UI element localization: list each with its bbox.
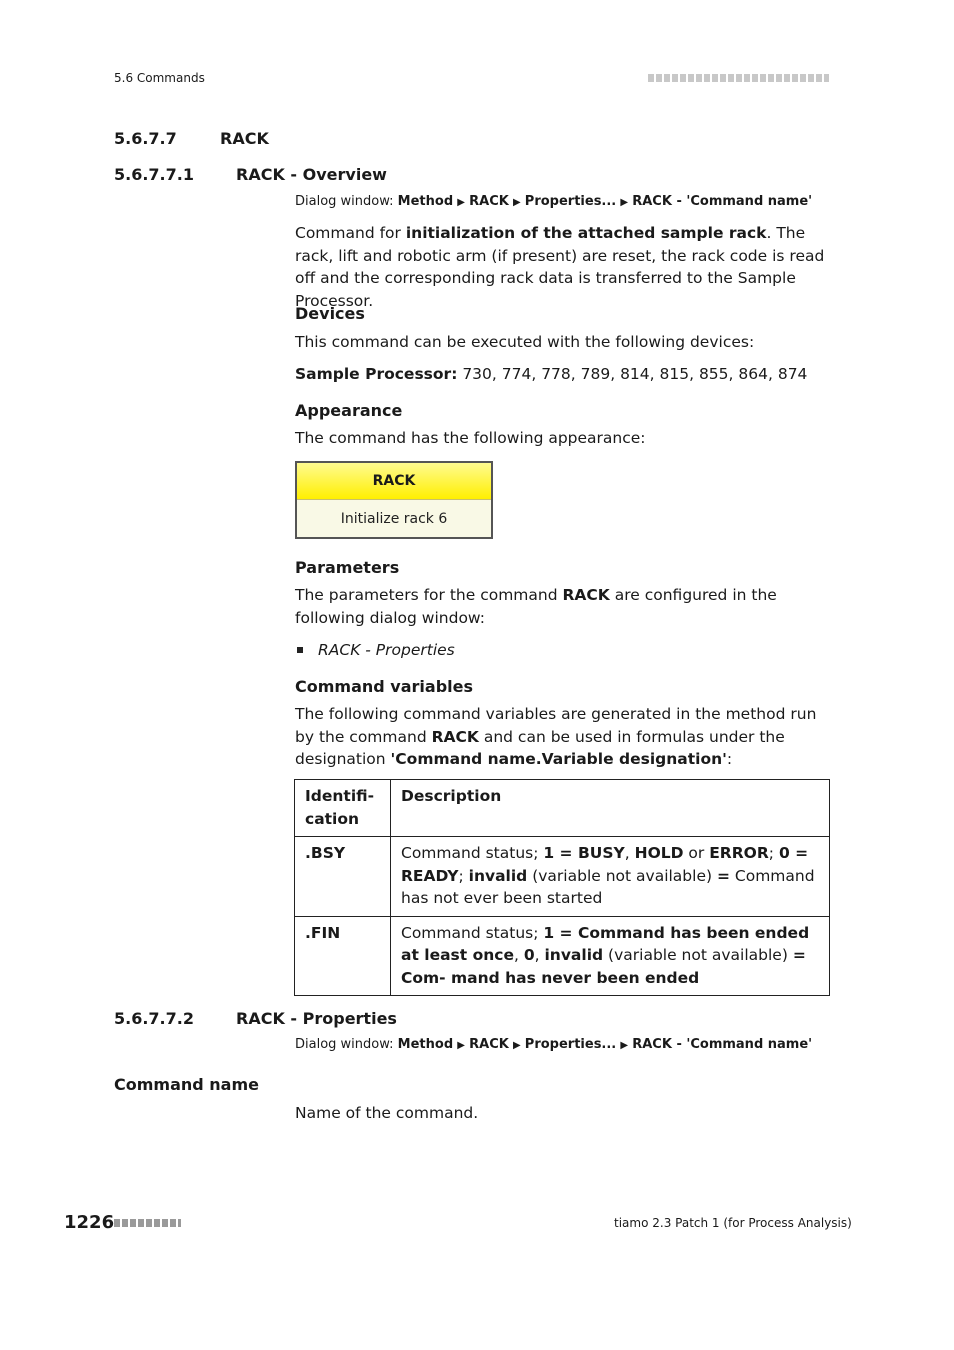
subsection-number: 5.6.7.7.2	[114, 1009, 194, 1028]
dialog-path-2	[295, 1037, 812, 1052]
desc-bold: 0	[523, 946, 535, 964]
subsection-number: 5.6.7.7.1	[114, 165, 194, 184]
separator-arrow-icon: ▶	[457, 197, 465, 208]
cmdvars-text-3: :	[726, 750, 733, 768]
command-name-field-heading: Command name	[114, 1075, 259, 1094]
desc-text: (variable not available)	[527, 866, 717, 885]
table-header-row	[295, 780, 830, 837]
devices-list	[295, 363, 835, 386]
appearance-text: The command has the following appearance:	[295, 429, 646, 447]
desc-text: Command status;	[401, 844, 544, 862]
dialog-path-1	[295, 194, 812, 209]
devices-heading: Devices	[295, 304, 365, 323]
desc-bold: invalid	[544, 946, 604, 964]
separator-arrow-icon: ▶	[512, 1040, 521, 1051]
separator-arrow-icon: ▶	[620, 1040, 629, 1051]
command-box-title: RACK	[297, 463, 491, 500]
desc-text: ,	[513, 946, 524, 964]
command-variables-table	[294, 779, 830, 996]
desc-text: Command has not ever been started	[401, 866, 815, 907]
separator-arrow-icon: ▶	[620, 197, 629, 208]
desc-text: ;	[458, 866, 469, 885]
command-variables-heading: Command variables	[295, 677, 473, 696]
intro-text-1: Command for	[295, 224, 406, 242]
command-variables-text	[295, 703, 835, 771]
table-cell-description	[391, 916, 830, 996]
parameters-text-1: The parameters for the command	[295, 586, 563, 604]
dialog-path-properties: Properties...	[524, 1037, 617, 1052]
footer-product: tiamo 2.3 Patch 1 (for Process Analysis)	[614, 1216, 852, 1230]
subsection-title: RACK - Overview	[236, 165, 387, 184]
bullet-square-icon	[297, 647, 303, 653]
desc-text: ,	[534, 946, 545, 964]
command-appearance-box	[295, 461, 493, 539]
parameters-bullet-link: RACK - Properties	[318, 641, 455, 659]
running-header-section: 5.6 Commands	[114, 71, 205, 85]
dialog-path-method: Method	[397, 1037, 454, 1052]
table-row	[295, 916, 830, 996]
desc-bold: 1 = BUSY	[543, 844, 625, 862]
desc-text: Command status;	[401, 923, 544, 942]
parameters-heading: Parameters	[295, 558, 400, 577]
dialog-path-method: Method	[397, 194, 454, 209]
footer-decoration	[114, 1219, 181, 1227]
cmdvars-text-2: and can be used in formulas under the designation	[295, 727, 785, 768]
cmdvars-text-1: The following command variables are generated in the method run by the command	[295, 705, 817, 746]
desc-text: (variable not available)	[603, 946, 793, 964]
header-decoration	[648, 74, 829, 82]
cmdvars-bold-1: RACK	[431, 727, 479, 746]
dialog-path-rack: RACK	[469, 1037, 509, 1052]
desc-bold: HOLD	[634, 844, 684, 862]
table-header-description: Description	[391, 780, 830, 837]
desc-text: or	[683, 844, 710, 862]
desc-bold: =	[716, 866, 730, 885]
desc-bold: invalid	[468, 866, 528, 885]
dialog-path-prefix: Dialog window:	[295, 1037, 394, 1052]
devices-models: 730, 774, 778, 789, 814, 815, 855, 864, 874	[457, 365, 808, 383]
dialog-path-command-name: RACK - 'Command name'	[632, 1037, 813, 1052]
desc-bold: 1 = Command has been ended at least once	[401, 923, 810, 964]
intro-paragraph	[295, 222, 835, 312]
section-heading	[114, 129, 269, 148]
dialog-path-rack: RACK	[469, 194, 509, 209]
table-row	[295, 837, 830, 917]
cmdvars-bold-2: 'Command name.Variable designation'	[390, 750, 727, 768]
command-box-subtitle: Initialize rack 6	[340, 510, 448, 527]
section-title: RACK	[220, 129, 269, 148]
devices-text: This command can be executed with the following devices:	[295, 333, 755, 351]
desc-text: ;	[768, 844, 779, 862]
subsection-heading-overview	[114, 165, 387, 184]
subsection-heading-properties	[114, 1009, 397, 1028]
page-number: 1226	[64, 1212, 115, 1233]
table-cell-id: .BSY	[295, 837, 391, 917]
parameters-text	[295, 584, 835, 629]
separator-arrow-icon: ▶	[457, 1040, 465, 1051]
parameters-bold: RACK	[562, 586, 610, 604]
desc-bold: ERROR	[709, 844, 769, 862]
intro-text-2: . The rack, lift and robotic arm (if present) are reset, the rack code is read off and the corresponding rack data is transferred to the Sample Processor.	[295, 224, 825, 310]
separator-arrow-icon: ▶	[512, 197, 521, 208]
command-name-description: Name of the command.	[295, 1104, 479, 1122]
devices-label: Sample Processor:	[295, 365, 458, 383]
dialog-path-command-name: RACK - 'Command name'	[632, 194, 813, 209]
dialog-path-properties: Properties...	[524, 194, 617, 209]
section-number: 5.6.7.7	[114, 129, 177, 148]
subsection-title: RACK - Properties	[236, 1009, 397, 1028]
table-header-identification: Identifi- cation	[295, 780, 391, 837]
desc-bold: = Com- mand has never been ended	[401, 946, 806, 987]
desc-bold: 0 = READY	[401, 844, 809, 885]
dialog-path-prefix: Dialog window:	[295, 194, 394, 209]
appearance-heading: Appearance	[295, 401, 403, 420]
table-cell-description	[391, 837, 830, 917]
intro-bold: initialization of the attached sample rack	[405, 224, 767, 242]
table-cell-id: .FIN	[295, 916, 391, 996]
desc-text: ,	[624, 844, 635, 862]
parameters-text-2: are configured in the following dialog window:	[295, 586, 777, 627]
